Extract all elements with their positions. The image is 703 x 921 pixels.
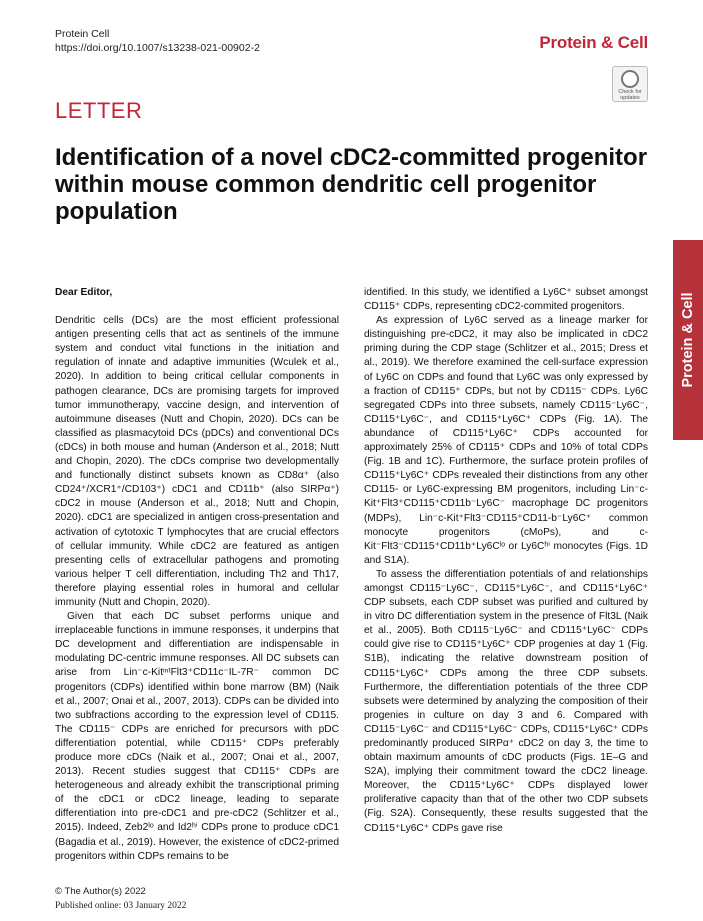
right-column — [364, 286, 648, 836]
left-column — [55, 286, 339, 864]
paragraph: As expression of Ly6C served as a lineage marker for distinguishing pre-cDC2, it may also be implicated in cDC2 priming during the CDP stage (Schlitzer et al., 2015; Dress et al., 2019). We therefore examined the cell-surface expression of Ly6C on CDPs and found that Ly6C was only expressed by a fraction of CD115⁺ CDPs, but not by CD115⁻ CDPs. Ly6C segregated CDPs into three subsets, namely CD115⁻Ly6C⁻, CD115⁺Ly6C⁻, and CD115⁺Ly6C⁺ CDPs (Fig. 1A). The abundance of CD115⁺Ly6C⁺ CDPs accounted for approximately 25% of CD115⁺ CDPs and 10% of total CDPs (Fig. 1B and 1C). Furthermore, the surface protein profiles of CD115⁺Ly6C⁺ CDPs revealed their distinctions from any other CD115- or Ly6C-expressing BM progenitors, including Lin⁻c-Kit⁺Flt3⁺CD115⁺CD11b⁻Ly6C⁻ macrophage DC progenitors (MDPs), Lin⁻c-Kit⁺Flt3⁻CD115⁺CD11-b⁻Ly6C⁺ common monocyte progenitors (cMoPs), and c-Kit⁻Flt3⁻CD115⁺CD11b⁺Ly6Cˡᵒ or Ly6Cʰⁱ monocytes (Figs. 1D and S1A). — [364, 315, 648, 566]
journal-side-tab — [673, 240, 703, 440]
published-date: Published online: 03 January 2022 — [55, 901, 187, 911]
doi-link[interactable]: https://doi.org/10.1007/s13238-021-00902-2 — [55, 42, 260, 54]
check-for-updates-badge[interactable] — [612, 66, 648, 102]
copyright-notice: © The Author(s) 2022 — [55, 886, 146, 897]
salutation: Dear Editor, — [55, 287, 113, 298]
article-type: LETTER — [55, 98, 143, 123]
paragraph: Dendritic cells (DCs) are the most efficient professional antigen presenting cells that act as sentinels of the immune system and conduct vital functions in the initiation and regulation of innate and adaptive immunities (Wculek et al., 2020). In addition to being critical cellular components in pathogen clearance, DCs are promising targets for improved tumor immunotherapy, vaccine design, and intervention of autoimmune diseases (Nutt and Chopin, 2020). DCs can be classified as plasmacytoid DCs (pDCs) and conventional DCs (cDCs) in both mouse and human (Anderson et al., 2018; Nutt and Chopin, 2020). The cDCs comprise two developmentally and functionally distinct subsets known as CD8α⁺ (also CD24⁺/XCR1⁺/CD103⁺) cDC1 and CD11b⁺ (also SIRPα⁺) cDC2 in mouse (Anderson et al., 2018; Nutt and Chopin, 2020). cDC1 are specialized in antigen cross-presentation and activation of cytotoxic T lymphocytes that are crucial effectors of cellular immunity. While cDC2 are featured as antigen presenting cells of extracellular pathogens and promoting various helper T cell differentiation, including Th2 and Th17, therefore playing essential roles in humoral and cellular immunity (Nutt and Chopin, 2020). — [55, 315, 339, 608]
check-updates-icon — [621, 70, 639, 88]
journal-name: Protein Cell — [55, 28, 110, 40]
check-updates-line-2: updates — [620, 95, 640, 101]
journal-brand: Protein & Cell — [539, 33, 648, 52]
article-title: Identification of a novel cDC2-committed progenitor within mouse common dendritic cell progenitor population — [55, 144, 648, 225]
footer — [55, 884, 186, 914]
check-updates-line-1: Check for — [618, 89, 642, 95]
side-tab-label: Protein & Cell — [680, 292, 696, 388]
paragraph: identified. In this study, we identified a Ly6C⁺ subset amongst CD115⁺ CDPs, representing cDC2-commited progenitors. — [364, 287, 648, 313]
paragraph: Given that each DC subset performs unique and irreplaceable functions in immune responses, it underpins that DC development and differentiation are indispensable in modulating DC-centric immune responses. All DC subsets can arise from Lin⁻c-KitᶦⁿᵗFlt3⁺CD11c⁻IL-7R⁻ common DC progenitors (CDPs) identified within bone marrow (BM) (Naik et al., 2007; Onai et al., 2007, 2013). CDPs can be divided into two subfractions according to the expression level of CD115. The CD115⁻ CDPs are enriched for precursors with pDC differentiation potential, while CD115⁺ CDPs preferably produce more cDCs (Naik et al., 2007; Onai et al., 2007, 2013). Recent studies suggest that CD115⁺ CDPs are heterogeneous and already exhibit the transcriptional priming of the cDC1 or cDC2 lineage, leading to separate differentiation into pre-cDC1 and pre-cDC2 (Schlitzer et al., 2015). Indeed, Zeb2ˡᵒ and Id2ʰⁱ CDPs prone to produce cDC1 (Bagadia et al., 2019). However, the existence of cDC2-primed progenitors within CDPs remains to be — [55, 611, 339, 862]
paragraph: To assess the differentiation potentials of and relationships amongst CD115⁻Ly6C⁻, CD115⁺Ly6C⁻, and CD115⁺Ly6C⁺ CDP subsets, each CDP subset was purified and cultured by in vitro DC differentiation system in the presence of Flt3L (Naik et al., 2005). Both CD115⁻Ly6C⁻ and CD115⁺Ly6C⁻ CDPs could give rise to CD115⁺Ly6C⁺ CDP progenies at day 1 (Fig. S1B), indicating the relative downstream position of CD115⁺Ly6C⁺ CDPs among the three CDP subsets. Furthermore, the differentiation potentials of the three CDP subsets were determined by analyzing the composition of their progenies in culture on day 3 and 6. Compared with CD115⁻Ly6C⁻ and CD115⁺Ly6C⁻ CDPs, CD115⁺Ly6C⁺ CDPs predominantly produced SIRPα⁺ cDC2 on day 3, the time to obtain maximum amounts of cDC products (Figs. 1E–G and S2A), implying their commitment toward the cDC2 lineage. Moreover, the CD115⁺Ly6C⁺ CDPs displayed lower proliferative capacity than that of the other two CDP subsets (Fig. S2A). Consequently, these results suggested that the CD115⁺Ly6C⁺ CDPs gave rise — [364, 568, 648, 834]
running-header — [55, 27, 260, 55]
